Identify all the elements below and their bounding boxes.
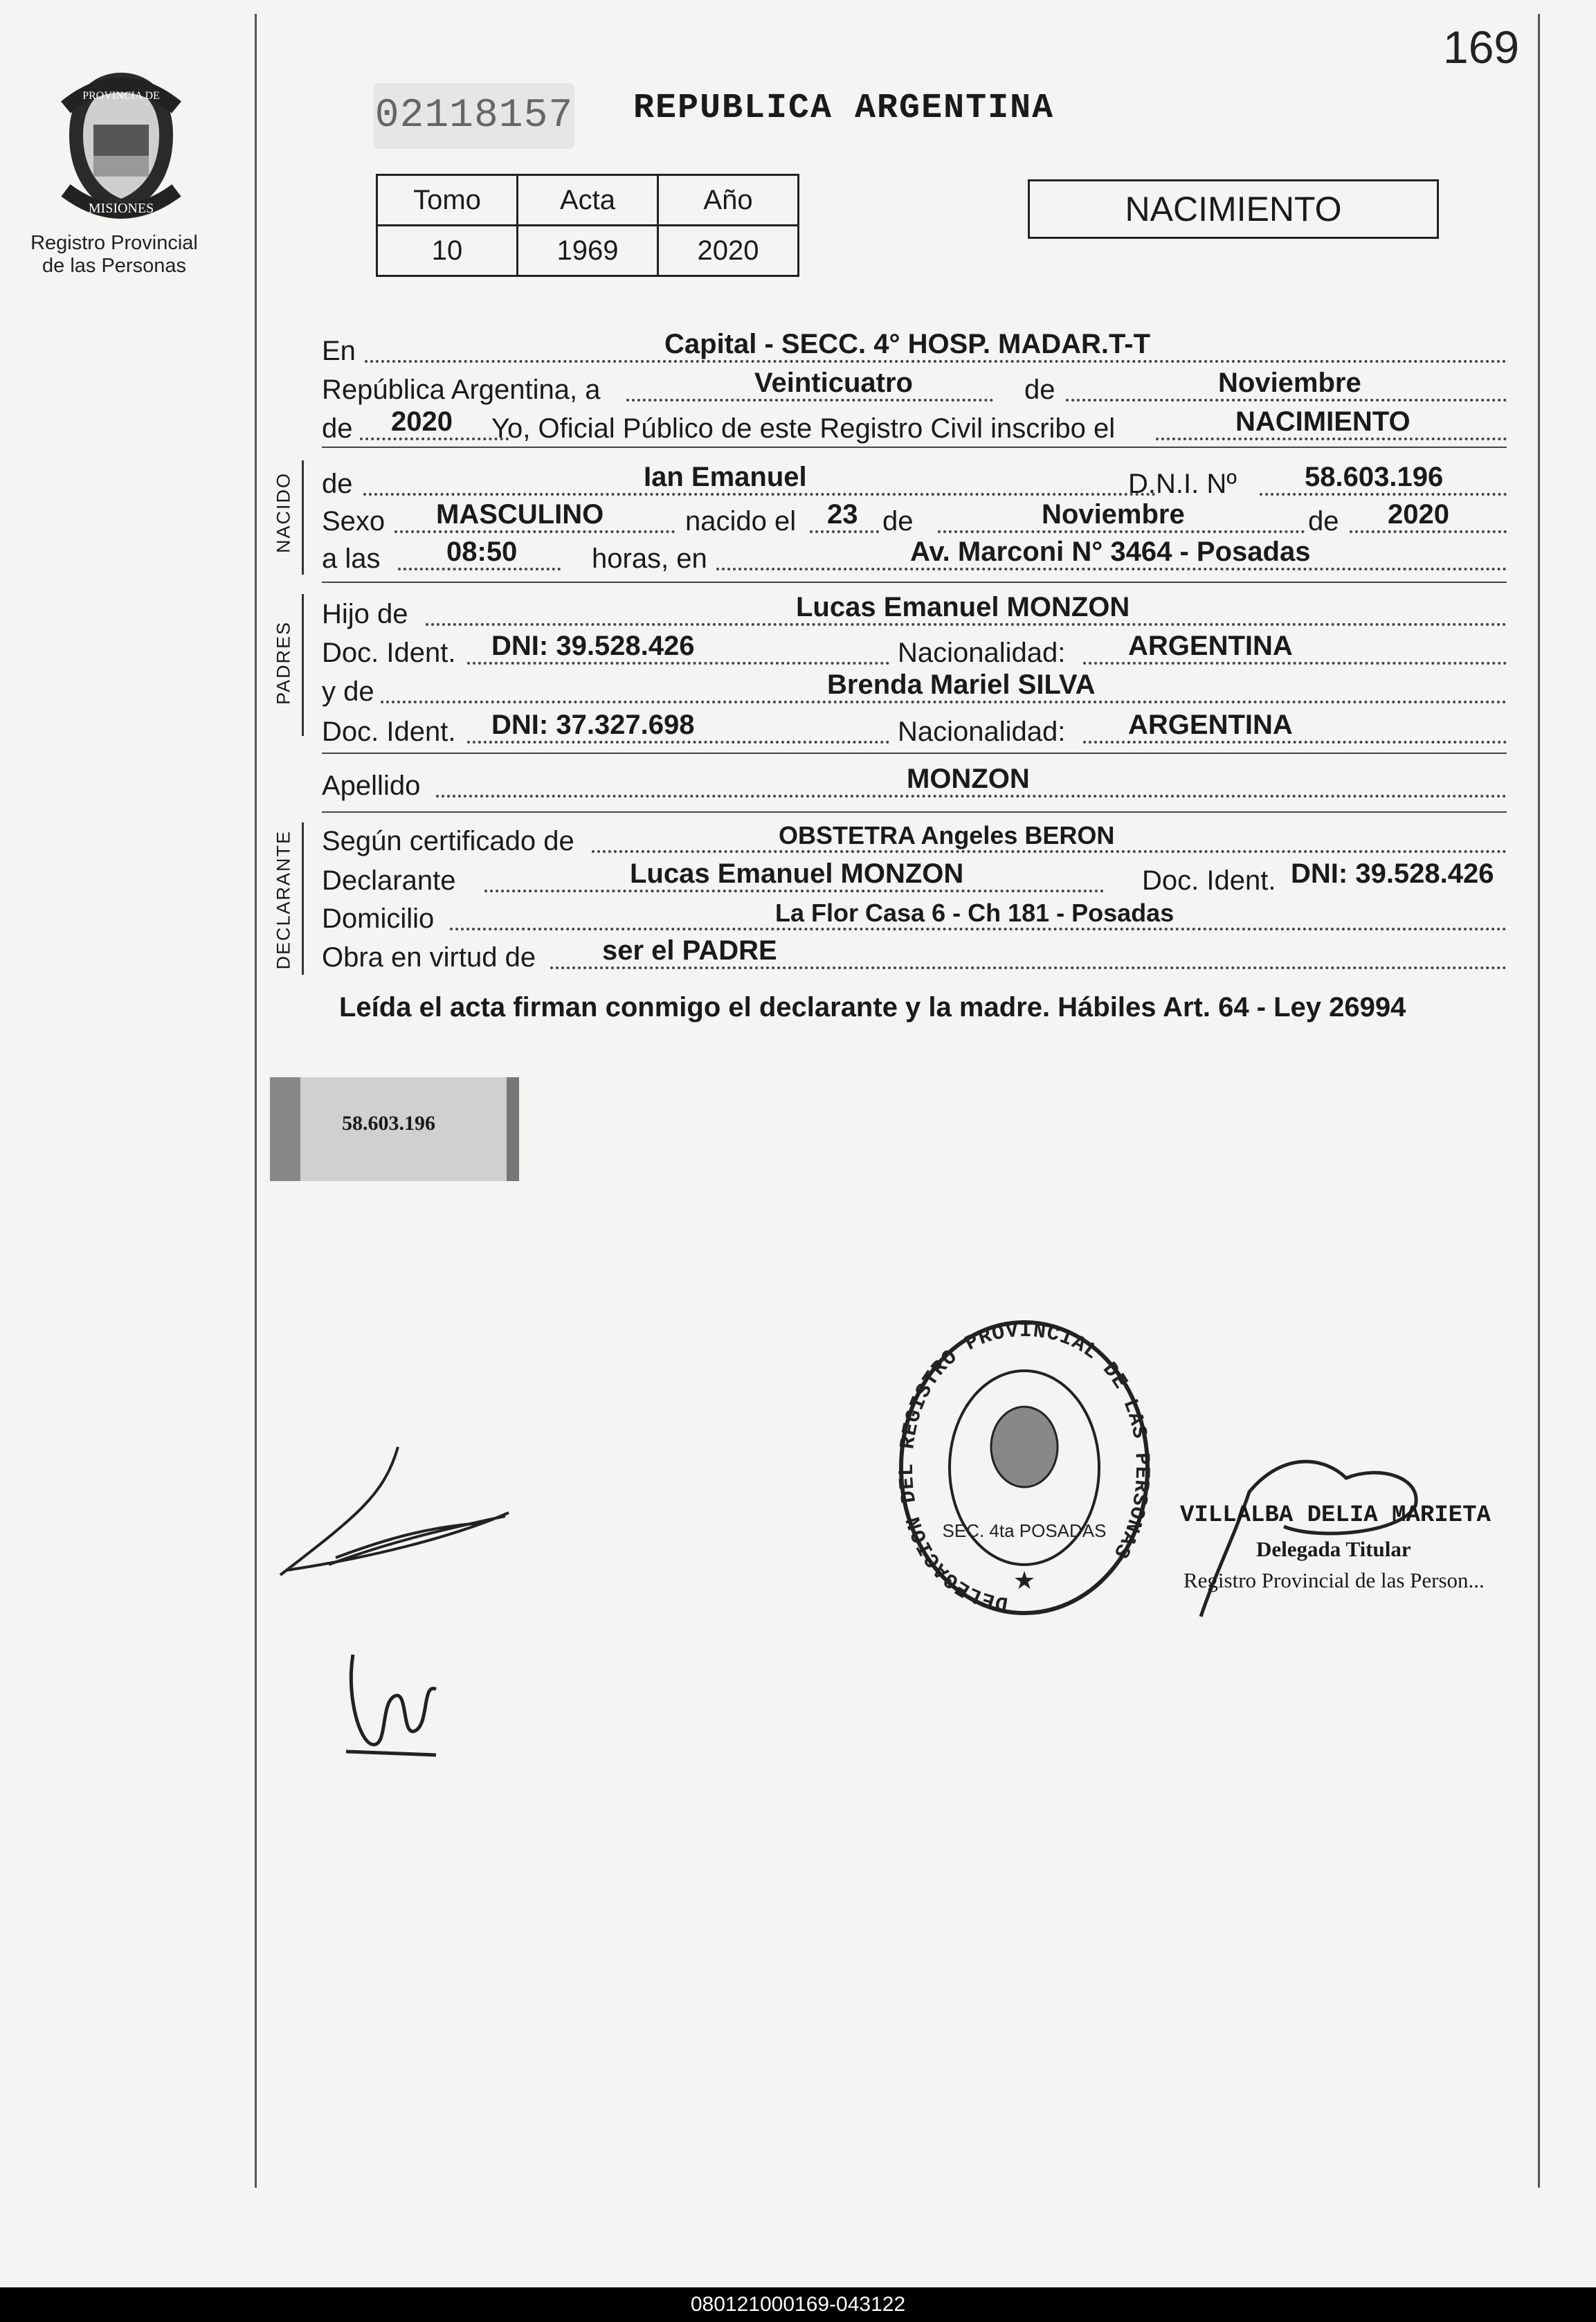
seal-star-icon: ★ — [1013, 1566, 1036, 1594]
nacido-el-label: nacido el — [685, 506, 797, 537]
tomo-header: Tomo — [377, 175, 518, 226]
dia-value: Veinticuatro — [754, 368, 913, 398]
fecha-row — [322, 370, 1507, 408]
certificado-label: Según certificado de — [322, 826, 574, 856]
dotted-line — [938, 530, 1305, 533]
declarante-value: Lucas Emanuel MONZON — [630, 858, 964, 889]
doc-label: Doc. Ident. — [322, 638, 456, 668]
nacido-section-label: NACIDO — [273, 472, 294, 554]
dotted-line — [398, 568, 561, 570]
dotted-line — [484, 890, 1104, 892]
republica-label: República Argentina, a — [322, 375, 601, 405]
dotted-line — [592, 850, 1507, 853]
dotted-line — [810, 530, 879, 533]
de-label: de — [882, 506, 914, 537]
left-margin-rule — [255, 14, 257, 2188]
domicilio-value: La Flor Casa 6 - Ch 181 - Posadas — [775, 899, 1175, 927]
dni-stamp — [270, 1077, 519, 1181]
dotted-line — [436, 795, 1507, 798]
anio-header: Año — [658, 175, 799, 226]
nacionalidad-label: Nacionalidad: — [898, 717, 1066, 747]
registry-caption-line1: Registro Provincial — [30, 232, 198, 254]
madre-nacionalidad-value: ARGENTINA — [1128, 710, 1293, 740]
page-number: 169 — [1443, 21, 1520, 73]
de-label: de — [1024, 375, 1055, 405]
dni-label: D.N.I. Nº — [1128, 469, 1237, 499]
dotted-line — [363, 493, 1156, 496]
declarante-doc-label: Doc. Ident. — [1142, 865, 1276, 896]
dotted-line — [467, 741, 889, 744]
certificado-value: OBSTETRA Angeles BERON — [779, 821, 1115, 849]
official-name: VILLALBA DELIA MARIETA — [1180, 1502, 1491, 1529]
inscribo-value: NACIMIENTO — [1235, 406, 1411, 437]
en-label: En — [322, 336, 356, 366]
dotted-line — [716, 568, 1507, 570]
tomo-value: 10 — [377, 226, 518, 276]
dotted-line — [1156, 438, 1507, 440]
mother-signature — [332, 1641, 457, 1765]
domicilio-row — [322, 899, 1507, 937]
dotted-line — [395, 530, 675, 533]
dotted-line — [365, 360, 1507, 363]
country-title: REPUBLICA ARGENTINA — [633, 89, 1055, 128]
dni-value: 58.603.196 — [1305, 462, 1444, 492]
dia-nacimiento-value: 23 — [827, 499, 858, 530]
nombre-value: Ian Emanuel — [644, 462, 807, 492]
domicilio-label: Domicilio — [322, 903, 435, 934]
en-row — [322, 331, 1507, 370]
sexo-value: MASCULINO — [436, 499, 604, 530]
logo-text-top: PROVINCIA DE — [82, 90, 160, 102]
reference-table — [376, 174, 799, 277]
madre-doc-value: DNI: 37.327.698 — [491, 710, 695, 740]
acta-value: 1969 — [518, 226, 658, 276]
dni-stamp-number: 58.603.196 — [342, 1112, 435, 1135]
closing-text: Leída el acta firman conmigo el declarante y la madre. Hábiles Art. 64 - Ley 26994 — [339, 992, 1406, 1023]
dotted-line — [426, 623, 1507, 626]
dotted-line — [360, 438, 509, 440]
padre-doc-row — [322, 633, 1507, 672]
dotted-line — [626, 399, 993, 402]
padre-nacionalidad-value: ARGENTINA — [1128, 631, 1293, 661]
right-margin-rule — [1538, 14, 1540, 2188]
oficial-label: Yo, Oficial Público de este Registro Civil inscribo el — [491, 413, 1116, 444]
anio-nacimiento-value: 2020 — [1388, 499, 1449, 530]
declarante-label: Declarante — [322, 865, 456, 896]
declarante-bracket — [302, 822, 304, 975]
dotted-line — [1260, 493, 1507, 496]
inscribo-row — [322, 408, 1507, 447]
province-crest-logo — [52, 66, 190, 225]
registry-caption — [28, 232, 201, 278]
declarante-section-label: DECLARANTE — [273, 829, 294, 970]
sexo-row — [322, 501, 1507, 540]
nacido-bracket — [302, 460, 304, 575]
dotted-line — [1350, 530, 1507, 533]
seal-outer-text: DELEGACION DEL REGISTRO PROVINCIAL DE LAS PERSONAS — [895, 1319, 1154, 1615]
official-signature — [1173, 1437, 1533, 1630]
padres-bracket — [302, 594, 304, 736]
declarante-row — [322, 858, 1507, 899]
declarante-doc-value: DNI: 39.528.426 — [1291, 858, 1494, 889]
hora-row — [322, 539, 1507, 577]
en-value: Capital - SECC. 4° HOSP. MADAR.T-T — [664, 329, 1151, 359]
official-organization: Registro Provincial de las Person... — [1184, 1568, 1485, 1592]
anio-value: 2020 — [391, 406, 453, 437]
section-divider — [322, 753, 1507, 754]
nombre-row — [322, 464, 1507, 503]
mes-value: Noviembre — [1218, 368, 1361, 398]
horas-en-label: horas, en — [592, 543, 707, 574]
anio-value: 2020 — [658, 226, 799, 276]
sexo-label: Sexo — [322, 506, 386, 537]
madre-row — [322, 669, 1507, 710]
madre-doc-row — [322, 712, 1507, 750]
dotted-line — [381, 701, 1507, 703]
dotted-line — [1066, 399, 1507, 402]
registry-caption-line2: de las Personas — [42, 255, 186, 277]
logo-text-bottom: MISIONES — [88, 201, 154, 216]
padre-doc-value: DNI: 39.528.426 — [491, 631, 695, 661]
apellido-label: Apellido — [322, 771, 421, 801]
padres-section-label: PADRES — [273, 620, 294, 705]
dotted-line — [450, 928, 1507, 930]
madre-value: Brenda Mariel SILVA — [827, 669, 1096, 700]
nacionalidad-label: Nacionalidad: — [898, 638, 1066, 668]
obra-row — [322, 937, 1507, 976]
obra-value: ser el PADRE — [602, 935, 777, 966]
section-divider — [322, 447, 1507, 448]
yde-label: y de — [322, 676, 374, 707]
apellido-value: MONZON — [907, 764, 1030, 794]
section-divider — [322, 811, 1507, 813]
de2-label: de — [322, 413, 353, 444]
dotted-line — [1083, 741, 1507, 744]
dotted-line — [1083, 662, 1507, 665]
declarant-signature — [273, 1433, 523, 1585]
lugar-nacimiento-value: Av. Marconi N° 3464 - Posadas — [910, 537, 1311, 567]
doc-label: Doc. Ident. — [322, 717, 456, 747]
padre-row — [322, 594, 1507, 633]
padre-value: Lucas Emanuel MONZON — [796, 592, 1130, 622]
las-label: a las — [322, 543, 381, 574]
registry-seal — [893, 1308, 1156, 1627]
section-divider — [322, 582, 1507, 583]
acta-header: Acta — [518, 175, 658, 226]
obra-label: Obra en virtud de — [322, 942, 536, 973]
mes-nacimiento-value: Noviembre — [1042, 499, 1185, 530]
dotted-line — [467, 662, 889, 665]
official-role: Delegada Titular — [1256, 1537, 1411, 1561]
footer-code: 080121000169-043122 — [0, 2287, 1596, 2322]
de-label: de — [1308, 506, 1339, 537]
hijo-label: Hijo de — [322, 599, 408, 629]
seal-inner-text: SEC. 4ta POSADAS — [942, 1520, 1107, 1541]
certificado-row — [322, 821, 1507, 860]
dotted-line — [550, 966, 1507, 969]
hora-value: 08:50 — [446, 537, 518, 567]
apellido-row — [322, 766, 1507, 804]
document-type-box: NACIMIENTO — [1028, 179, 1439, 239]
de-label: de — [322, 469, 353, 499]
serial-number: 02118157 — [374, 83, 574, 149]
